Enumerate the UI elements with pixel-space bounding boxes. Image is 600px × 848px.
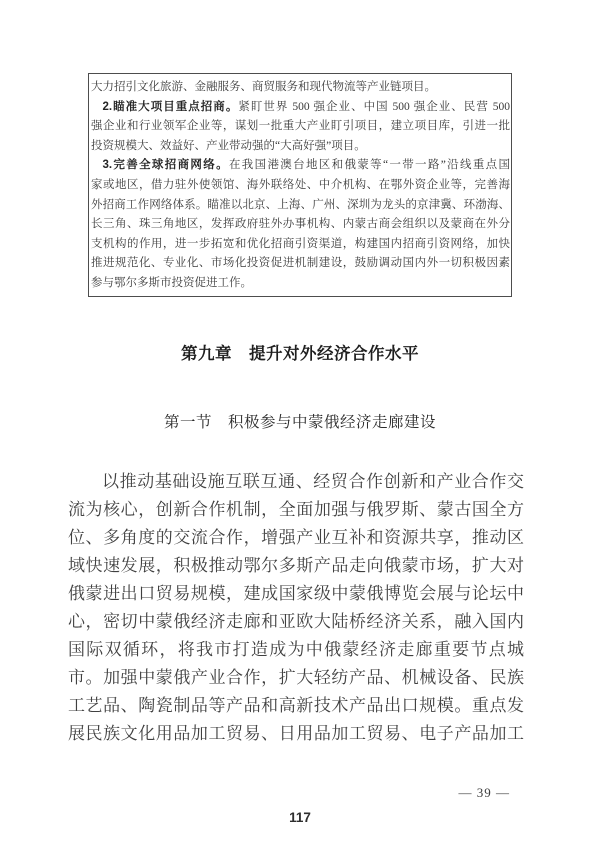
text-line: 长三角、珠三角地区，发挥政府驻外办事机构、内蒙古商会组织以及蒙商在外分 [91, 218, 510, 231]
text-line-rest: 在我国港澳台地区和俄蒙等“一带一路”沿线重点国 [228, 159, 510, 172]
body-line: 工艺品、陶瓷制品等产品和高新技术产品出口规模。重点发 [68, 696, 524, 715]
body-line: 展民族文化用品加工贸易、日用品加工贸易、电子产品加工 [68, 724, 524, 743]
section-heading: 第一节 积极参与中蒙俄经济走廊建设 [163, 414, 436, 431]
text-line [91, 98, 510, 118]
body-line: 域快速发展，积极推动鄂尔多斯产品走向俄蒙市场，扩大对 [68, 556, 524, 575]
body-paragraph [68, 468, 524, 748]
text-line: 大力招引文化旅游、金融服务、商贸服务和现代物流等产业链项目。 [91, 81, 436, 93]
boxed-text-block [88, 73, 512, 297]
body-line: 位、多角度的交流合作，增强产业互补和资源共享，推动区 [68, 528, 524, 547]
body-line: 俄蒙进出口贸易规模，建成国家级中蒙俄博览会展与论坛中 [68, 584, 524, 603]
bold-list-lead: 3.完善全球招商网络。 [102, 159, 229, 172]
text-line: 支机构的作用，进一步拓宽和优化招商引资渠道，构建国内招商引资网络，加快 [91, 237, 510, 250]
text-line: 推进规范化、专业化、市场化投资促进机制建设，鼓励调动国内外一切积极因素 [91, 257, 510, 270]
body-line: 以推动基础设施互联互通、经贸合作创新和产业合作交 [102, 472, 524, 491]
chapter-heading: 第九章 提升对外经济合作水平 [181, 345, 419, 363]
text-line-rest: 紧盯世界 500 强企业、中国 500 强企业、民营 500 [238, 100, 510, 113]
body-line: 流为核心，创新合作机制，全面加强与俄罗斯、蒙古国全方 [68, 500, 524, 519]
text-line: 强企业和行业领军企业等，谋划一批重大产业盯引项目，建立项目库，引进一批 [91, 120, 510, 133]
text-line: 外招商工作网络体系。瞄准以北京、上海、广州、深圳为龙头的京津冀、环渤海、 [91, 198, 510, 211]
text-line [91, 156, 510, 176]
text-line: 参与鄂尔多斯市投资促进工作。 [91, 276, 252, 289]
bold-list-lead: 2.瞄准大项目重点招商。 [102, 100, 239, 113]
text-line: 投资规模大、效益好、产业带动强的“大高好强”项目。 [91, 139, 366, 152]
body-line: 市。加强中蒙俄产业合作，扩大轻纺产品、机械设备、民族 [68, 668, 524, 687]
body-line: 国际双循环，将我市打造成为中俄蒙经济走廊重要节点城 [68, 640, 524, 659]
body-line: 心，密切中蒙俄经济走廊和亚欧大陆桥经济关系，融入国内 [68, 612, 524, 631]
page-number: 117 [289, 810, 311, 825]
text-line: 家或地区，借力驻外使领馆、海外联络处、中介机构、在鄂外资企业等，完善海 [91, 178, 510, 191]
volume-page-marker: — 39 — [458, 785, 510, 800]
